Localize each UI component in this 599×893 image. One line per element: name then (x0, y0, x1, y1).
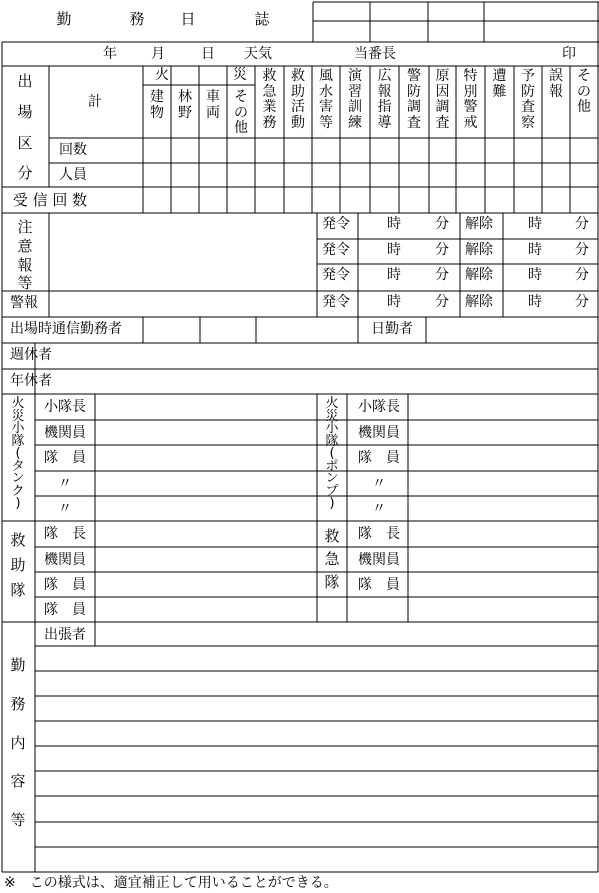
reception-cell[interactable] (172, 188, 198, 212)
pump-squad-label-char: 小 (325, 421, 339, 437)
count-cell[interactable] (371, 139, 398, 162)
duties-label (8, 657, 28, 851)
col-drills-char: 習 (348, 83, 362, 100)
tank-member-field[interactable] (96, 497, 316, 520)
advisory-label-char: 報 (17, 255, 33, 274)
tank-squad-label (8, 397, 28, 510)
col-distress-char: 難 (492, 83, 507, 100)
col-ambulance-char: 業 (262, 99, 277, 116)
people-cell[interactable] (400, 164, 428, 186)
rescue-role: 隊 員 (44, 577, 86, 593)
col-buildings-char: 物 (150, 104, 164, 121)
lifted-label: 解除 (465, 294, 493, 310)
col-inspection-char: 予 (521, 68, 535, 84)
day-field[interactable] (427, 318, 597, 342)
col-storm-flood-char: 風 (319, 68, 333, 84)
col-storm-flood-char: 等 (319, 115, 333, 132)
tank-squad-label-char: 小 (11, 421, 25, 437)
tank-squad-label-char: タ (11, 458, 25, 474)
day-label: 日 (201, 46, 215, 62)
hour-label: 時 (528, 242, 542, 258)
duties-label-char: 勤 (10, 656, 26, 674)
reception-cell[interactable] (543, 188, 569, 212)
duty-line-field[interactable] (36, 848, 597, 871)
tank-role: 小隊長 (44, 399, 86, 415)
col-drills-char: 訓 (348, 99, 362, 116)
dispatch-label-char: 区 (17, 133, 33, 152)
tank-member-field[interactable] (96, 446, 316, 470)
col-vehicles-char: 車 (206, 89, 220, 105)
issued-label: 発令 (322, 216, 350, 232)
col-forest-char: 林 (178, 89, 192, 105)
col-special-alert-char: 別 (463, 83, 478, 100)
col-rescue-char: 助 (291, 83, 305, 100)
minute-label: 分 (435, 216, 449, 232)
tank-member-field[interactable] (96, 421, 316, 444)
pump-squad-label (322, 397, 342, 510)
rescue-squad-label-char: 隊 (10, 580, 26, 599)
hour-label: 時 (387, 216, 401, 232)
col-ambulance (260, 69, 280, 132)
warning-field[interactable] (50, 292, 316, 316)
people-label: 人員 (59, 167, 87, 183)
people-cell[interactable] (228, 164, 254, 186)
col-publicity-char: 広 (377, 68, 392, 84)
col-prevention-survey-char: 防 (407, 83, 421, 100)
hour-label: 時 (528, 294, 542, 310)
advisory-label-char: 意 (17, 236, 33, 255)
annual-field[interactable] (36, 370, 597, 393)
duties-label-char: 務 (10, 694, 26, 713)
count-cell[interactable] (285, 139, 311, 162)
col-fire-other-char: 他 (234, 120, 248, 137)
seal-label: 印 (562, 46, 576, 62)
duty-line-field[interactable] (36, 747, 597, 770)
count-cell[interactable] (313, 139, 339, 162)
fire-label: 火 (155, 67, 169, 83)
col-cause-survey-char: 査 (435, 115, 450, 132)
pump-role: 〃 (372, 501, 386, 517)
weekly-off-label: 週休者 (10, 347, 52, 363)
duty-line-field[interactable] (36, 697, 597, 720)
people-cell[interactable] (571, 164, 597, 186)
title-char: 日 (180, 10, 196, 28)
tank-squad-label-char: ) (15, 496, 21, 512)
col-distress (490, 69, 510, 100)
pump-member-field[interactable] (409, 497, 597, 520)
rescue-role: 隊 長 (44, 526, 86, 542)
trip-field[interactable] (96, 623, 597, 645)
issued-label: 発令 (322, 294, 350, 310)
reception-cell[interactable] (571, 188, 597, 212)
total-label: 計 (88, 94, 102, 110)
col-rescue-char: 動 (291, 115, 305, 132)
col-distress-char: 遭 (492, 68, 507, 84)
col-drills-char: 練 (348, 115, 362, 132)
duty-line-field[interactable] (36, 823, 597, 846)
issued-label: 発令 (322, 267, 350, 283)
ambulance-squad-label (322, 528, 342, 596)
pump-squad-label-char: ) (329, 496, 335, 512)
hour-label: 時 (387, 242, 401, 258)
duties-label-char: 容 (10, 772, 26, 791)
count-cell[interactable] (172, 139, 198, 162)
rescue-member-field[interactable] (96, 522, 316, 546)
col-prevention-survey-char: 調 (407, 99, 421, 116)
col-forest-char: 野 (178, 104, 192, 121)
tank-member-field[interactable] (96, 395, 316, 419)
reception-cell[interactable] (457, 188, 484, 212)
col-ambulance-char: 救 (262, 68, 277, 84)
duty-chief-label: 当番長 (354, 46, 396, 62)
col-fire-other (231, 90, 251, 137)
pump-role: 小隊長 (358, 399, 400, 415)
count-label: 回数 (59, 142, 87, 158)
col-other-char: 他 (577, 99, 591, 116)
stamp-box-2[interactable] (371, 3, 427, 41)
title-char: 務 (129, 10, 145, 28)
col-storm-flood (316, 69, 336, 132)
people-cell[interactable] (457, 164, 484, 186)
col-forest (175, 90, 195, 121)
hour-label: 時 (387, 294, 401, 310)
pump-member-field[interactable] (409, 446, 597, 470)
count-cell[interactable] (256, 139, 283, 162)
advisory-label (15, 219, 35, 294)
ambulance-role: 隊 長 (358, 526, 400, 542)
rescue-member-field[interactable] (96, 548, 316, 571)
col-false-report (546, 69, 566, 100)
col-publicity-char: 指 (377, 99, 392, 116)
dispatch-label (15, 73, 35, 196)
minute-label: 分 (435, 294, 449, 310)
warning-label: 警報 (10, 295, 38, 311)
year-field[interactable] (20, 43, 100, 65)
comm-field-1[interactable] (144, 318, 199, 342)
col-cause-survey-char: 調 (435, 99, 450, 116)
rescue-member-field[interactable] (96, 573, 316, 596)
col-cause-survey-char: 因 (435, 83, 450, 100)
pump-squad-label-char: ン (325, 471, 339, 487)
col-special-alert-char: 特 (463, 68, 478, 84)
advisory-label-char: 等 (17, 274, 33, 293)
minute-label: 分 (435, 267, 449, 283)
dispatch-label-char: 分 (17, 164, 33, 183)
count-cell[interactable] (341, 139, 369, 162)
col-vehicles-char: 両 (206, 104, 220, 121)
ambulance-squad-label-char: 救 (324, 527, 340, 545)
minute-label: 分 (575, 267, 589, 283)
count-cell[interactable] (430, 139, 455, 162)
reception-cell[interactable] (400, 188, 428, 212)
ambulance-squad-label-char: 急 (324, 549, 340, 568)
tank-squad-label-char: ( (15, 446, 21, 462)
comm-duty-label: 出場時通信勤務者 (10, 321, 122, 337)
col-ambulance-char: 急 (262, 83, 277, 100)
count-total[interactable] (50, 139, 142, 162)
reception-cell[interactable] (285, 188, 311, 212)
col-storm-flood-char: 水 (319, 83, 333, 100)
people-cell[interactable] (256, 164, 283, 186)
col-inspection-char: 査 (521, 99, 535, 116)
duty-line-field[interactable] (36, 647, 597, 670)
pump-squad-label-char: ポ (325, 458, 339, 474)
pump-member-field[interactable] (409, 472, 597, 495)
dispatch-label-char: 場 (17, 102, 33, 121)
col-fire-other-char: の (234, 104, 248, 121)
reception-cell[interactable] (256, 188, 283, 212)
col-special-alert-char: 戒 (463, 115, 478, 132)
lifted-label: 解除 (465, 216, 493, 232)
pump-role: 隊 員 (358, 450, 400, 466)
people-cell[interactable] (285, 164, 311, 186)
pump-squad-label-char: プ (325, 483, 339, 499)
col-rescue (288, 69, 308, 132)
dispatch-label-char: 出 (17, 72, 33, 90)
pump-squad-label-char: 火 (325, 396, 339, 411)
reception-cell[interactable] (144, 188, 170, 212)
trip-label: 出張者 (44, 627, 86, 643)
tank-role: 〃 (58, 501, 72, 517)
duty-line-field[interactable] (36, 772, 597, 795)
col-inspection (518, 69, 538, 132)
tank-squad-label-char: 災 (11, 408, 25, 424)
minute-label: 分 (575, 294, 589, 310)
col-false-report-char: 報 (549, 83, 563, 100)
col-publicity (375, 69, 395, 132)
month-label: 月 (151, 46, 165, 62)
tank-role: 〃 (58, 476, 72, 492)
col-fire-other-char: そ (234, 89, 248, 105)
pump-role: 〃 (372, 476, 386, 492)
col-buildings (147, 90, 167, 121)
people-cell[interactable] (313, 164, 339, 186)
ambulance-member-field[interactable] (409, 522, 597, 546)
title-char: 勤 (56, 10, 72, 28)
minute-label: 分 (575, 216, 589, 232)
reception-cell[interactable] (430, 188, 455, 212)
col-ambulance-char: 務 (262, 115, 277, 132)
people-cell[interactable] (371, 164, 398, 186)
comm-field-3[interactable] (257, 318, 357, 342)
reception-cell[interactable] (313, 188, 339, 212)
people-cell[interactable] (144, 164, 170, 186)
day-duty-label: 日勤者 (371, 321, 413, 337)
reception-cell[interactable] (200, 188, 226, 212)
year-label: 年 (103, 46, 117, 62)
lifted-label: 解除 (465, 242, 493, 258)
reception-label: 受 信 回 数 (12, 191, 88, 209)
rescue-role: 隊 員 (44, 602, 86, 618)
col-other-char: の (577, 83, 591, 100)
pump-squad-label-char: 隊 (325, 433, 339, 449)
col-special-alert (461, 69, 481, 132)
advisory-field[interactable] (50, 214, 316, 290)
pump-member-field[interactable] (409, 395, 597, 419)
hour-label: 時 (387, 267, 401, 283)
col-publicity-char: 報 (377, 83, 392, 100)
duties-label-char: 等 (10, 811, 26, 830)
pump-role: 機関員 (358, 425, 400, 441)
reception-cell[interactable] (486, 188, 513, 212)
col-rescue-char: 活 (291, 99, 305, 116)
reception-cell[interactable] (371, 188, 398, 212)
count-cell[interactable] (457, 139, 484, 162)
col-prevention-survey (404, 69, 424, 132)
tank-member-field[interactable] (96, 472, 316, 495)
chief-field[interactable] (400, 43, 550, 65)
advisory-label-char: 注 (17, 218, 33, 236)
weekly-field[interactable] (36, 344, 597, 368)
rescue-squad-label-char: 助 (10, 555, 26, 574)
stamp-box-3[interactable] (429, 3, 483, 41)
col-rescue-char: 救 (291, 68, 305, 84)
rescue-role: 機関員 (44, 552, 86, 568)
hour-label: 時 (528, 267, 542, 283)
ambulance-squad-label-char: 隊 (324, 572, 340, 591)
people-cell[interactable] (341, 164, 369, 186)
count-cell[interactable] (486, 139, 513, 162)
tank-squad-label-char: 火 (11, 396, 25, 411)
rescue-squad-label (8, 532, 28, 606)
col-false-report-char: 誤 (549, 68, 563, 84)
col-publicity-char: 導 (377, 115, 392, 132)
pump-squad-label-char: ( (329, 446, 335, 462)
minute-label: 分 (575, 242, 589, 258)
count-cell[interactable] (515, 139, 541, 162)
hour-label: 時 (528, 216, 542, 232)
ambulance-member-field[interactable] (409, 548, 597, 571)
duty-line-field[interactable] (36, 797, 597, 821)
count-cell[interactable] (200, 139, 226, 162)
col-cause-survey-char: 原 (435, 68, 450, 84)
tank-role: 隊 員 (44, 450, 86, 466)
col-drills-char: 演 (348, 68, 362, 84)
reception-total[interactable] (97, 188, 142, 212)
title-char: 誌 (254, 10, 270, 28)
ambulance-member-field[interactable] (409, 573, 597, 596)
people-cell[interactable] (200, 164, 226, 186)
reception-cell[interactable] (515, 188, 541, 212)
rescue-member-field[interactable] (96, 598, 316, 621)
col-inspection-char: 防 (521, 83, 535, 100)
col-special-alert-char: 警 (463, 99, 478, 116)
people-cell[interactable] (430, 164, 455, 186)
col-inspection-char: 察 (521, 115, 535, 132)
reception-cell[interactable] (228, 188, 254, 212)
tank-squad-label-char: ク (11, 483, 25, 499)
people-cell[interactable] (543, 164, 569, 186)
rescue-squad-label-char: 救 (10, 531, 26, 549)
count-cell[interactable] (571, 139, 597, 162)
people-cell[interactable] (515, 164, 541, 186)
stamp-box-4[interactable] (485, 3, 597, 41)
annual-off-label: 年休者 (10, 373, 52, 389)
tank-role: 機関員 (44, 425, 86, 441)
duties-label-char: 内 (10, 733, 26, 752)
lifted-label: 解除 (465, 267, 493, 283)
duty-line-field[interactable] (36, 672, 597, 695)
count-cell[interactable] (228, 139, 254, 162)
col-prevention-survey-char: 警 (407, 68, 421, 84)
pump-member-field[interactable] (409, 421, 597, 444)
people-cell[interactable] (172, 164, 198, 186)
reception-cell[interactable] (341, 188, 369, 212)
stamp-box-1[interactable] (314, 3, 369, 41)
duty-line-field[interactable] (36, 722, 597, 745)
issued-label: 発令 (322, 242, 350, 258)
fire-label-2: 災 (233, 67, 247, 83)
tank-squad-label-char: ン (11, 471, 25, 487)
col-prevention-survey-char: 査 (407, 115, 421, 132)
pump-squad-label-char: 災 (325, 408, 339, 424)
count-cell[interactable] (400, 139, 428, 162)
count-cell[interactable] (543, 139, 569, 162)
footnote: ※ この様式は、適宜補正して用いることができる。 (4, 875, 338, 891)
weather-label: 天気 (244, 46, 272, 62)
col-storm-flood-char: 害 (319, 99, 333, 116)
col-vehicles (203, 90, 223, 121)
ambulance-role: 隊 員 (358, 577, 400, 593)
count-cell[interactable] (144, 139, 170, 162)
col-other-char: そ (577, 68, 591, 84)
people-cell[interactable] (486, 164, 513, 186)
ambulance-role: 機関員 (358, 552, 400, 568)
col-cause-survey (433, 69, 453, 132)
col-other (574, 69, 594, 116)
people-total[interactable] (50, 164, 142, 186)
comm-field-2[interactable] (201, 318, 255, 342)
weather-field[interactable] (280, 43, 350, 65)
col-drills (345, 69, 365, 132)
tank-squad-label-char: 隊 (11, 433, 25, 449)
minute-label: 分 (435, 242, 449, 258)
col-buildings-char: 建 (150, 89, 164, 105)
